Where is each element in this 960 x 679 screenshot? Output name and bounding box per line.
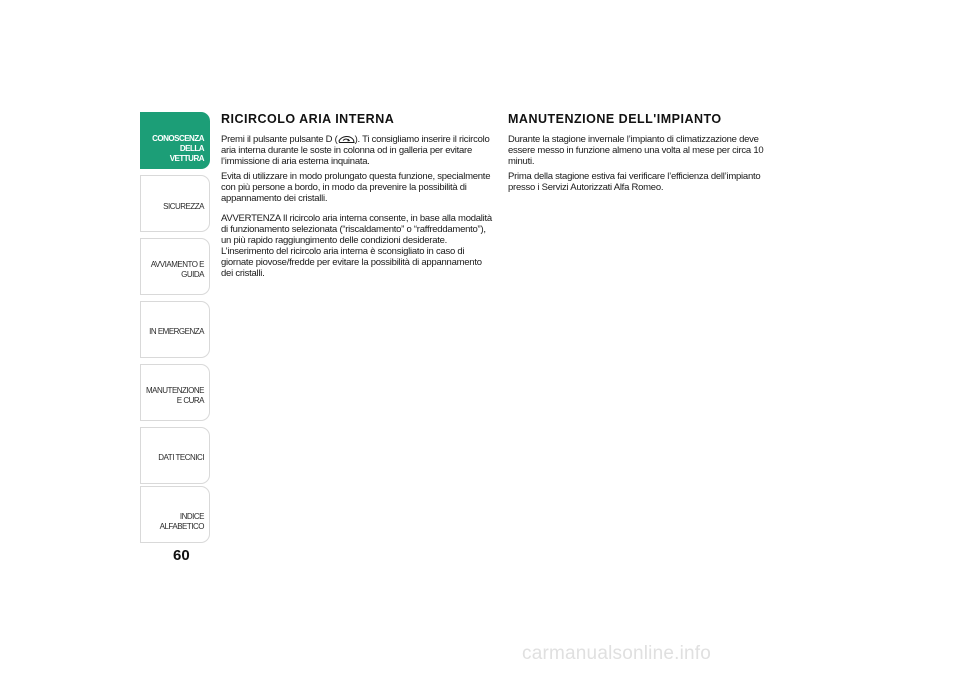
tab-label: AVVIAMENTO E GUIDA: [150, 260, 204, 279]
tab-label: DATI TECNICI: [158, 453, 204, 462]
tab-manutenzione-e-cura[interactable]: [140, 364, 210, 421]
tab-label: INDICE ALFABETICO: [159, 512, 204, 531]
tab-sicurezza[interactable]: [140, 175, 210, 232]
tab-label: SICUREZZA: [163, 202, 204, 211]
tab-label: CONOSCENZA DELLA VETTURA: [152, 134, 204, 163]
section-heading-ricircolo: RICIRCOLO ARIA INTERNA: [221, 112, 395, 126]
tab-label: MANUTENZIONE E CURA: [146, 386, 204, 405]
air-recirculation-icon: [338, 134, 355, 144]
page-number: 60: [173, 547, 190, 564]
tab-avviamento-e-guida[interactable]: [140, 238, 210, 295]
section-heading-manutenzione: MANUTENZIONE DELL'IMPIANTO: [508, 112, 722, 126]
paragraph: Prima della stagione estiva fai verificare l’efficienza dell’impianto presso i Servizi Autorizzati Alfa Romeo.: [508, 171, 761, 193]
paragraph-text: Premi il pulsante pulsante D (: [221, 134, 338, 145]
tab-in-emergenza[interactable]: [140, 301, 210, 358]
watermark: carmanualsonline.info: [522, 643, 712, 664]
tab-indice-alfabetico[interactable]: [140, 486, 210, 543]
paragraph: Durante la stagione invernale l’impianto di climatizzazione deve essere messo in funzione almeno una volta al mese per circa 10 minuti.: [508, 134, 764, 167]
tab-dati-tecnici[interactable]: [140, 427, 210, 484]
tab-label: IN EMERGENZA: [149, 327, 204, 336]
tab-conoscenza-della-vettura[interactable]: [140, 112, 210, 169]
paragraph-warning: AVVERTENZA Il ricircolo aria interna consente, in base alla modalità di funzionamento selezionata (“riscaldamento” o “raffreddamento”), un più rapido raggiungimento delle condizioni desiderate. L’inserimento del ricircolo aria interna è sconsigliato in caso di giornate piovose/fredde per evitare la possibilità di appannamento dei cristalli.: [221, 213, 492, 279]
left-column: [221, 112, 493, 283]
right-column: [508, 112, 766, 197]
paragraph: Evita di utilizzare in modo prolungato questa funzione, specialmente con più persone a bordo, in modo da prevenire la possibilità di appannamento dei cristalli.: [221, 171, 491, 204]
paragraph: [221, 134, 493, 167]
paragraph-text: ). Ti consigliamo inserire il ricircolo aria interna durante le soste in colonna od in galleria per evitare l’immissione di aria esterna inquinata.: [221, 134, 490, 167]
